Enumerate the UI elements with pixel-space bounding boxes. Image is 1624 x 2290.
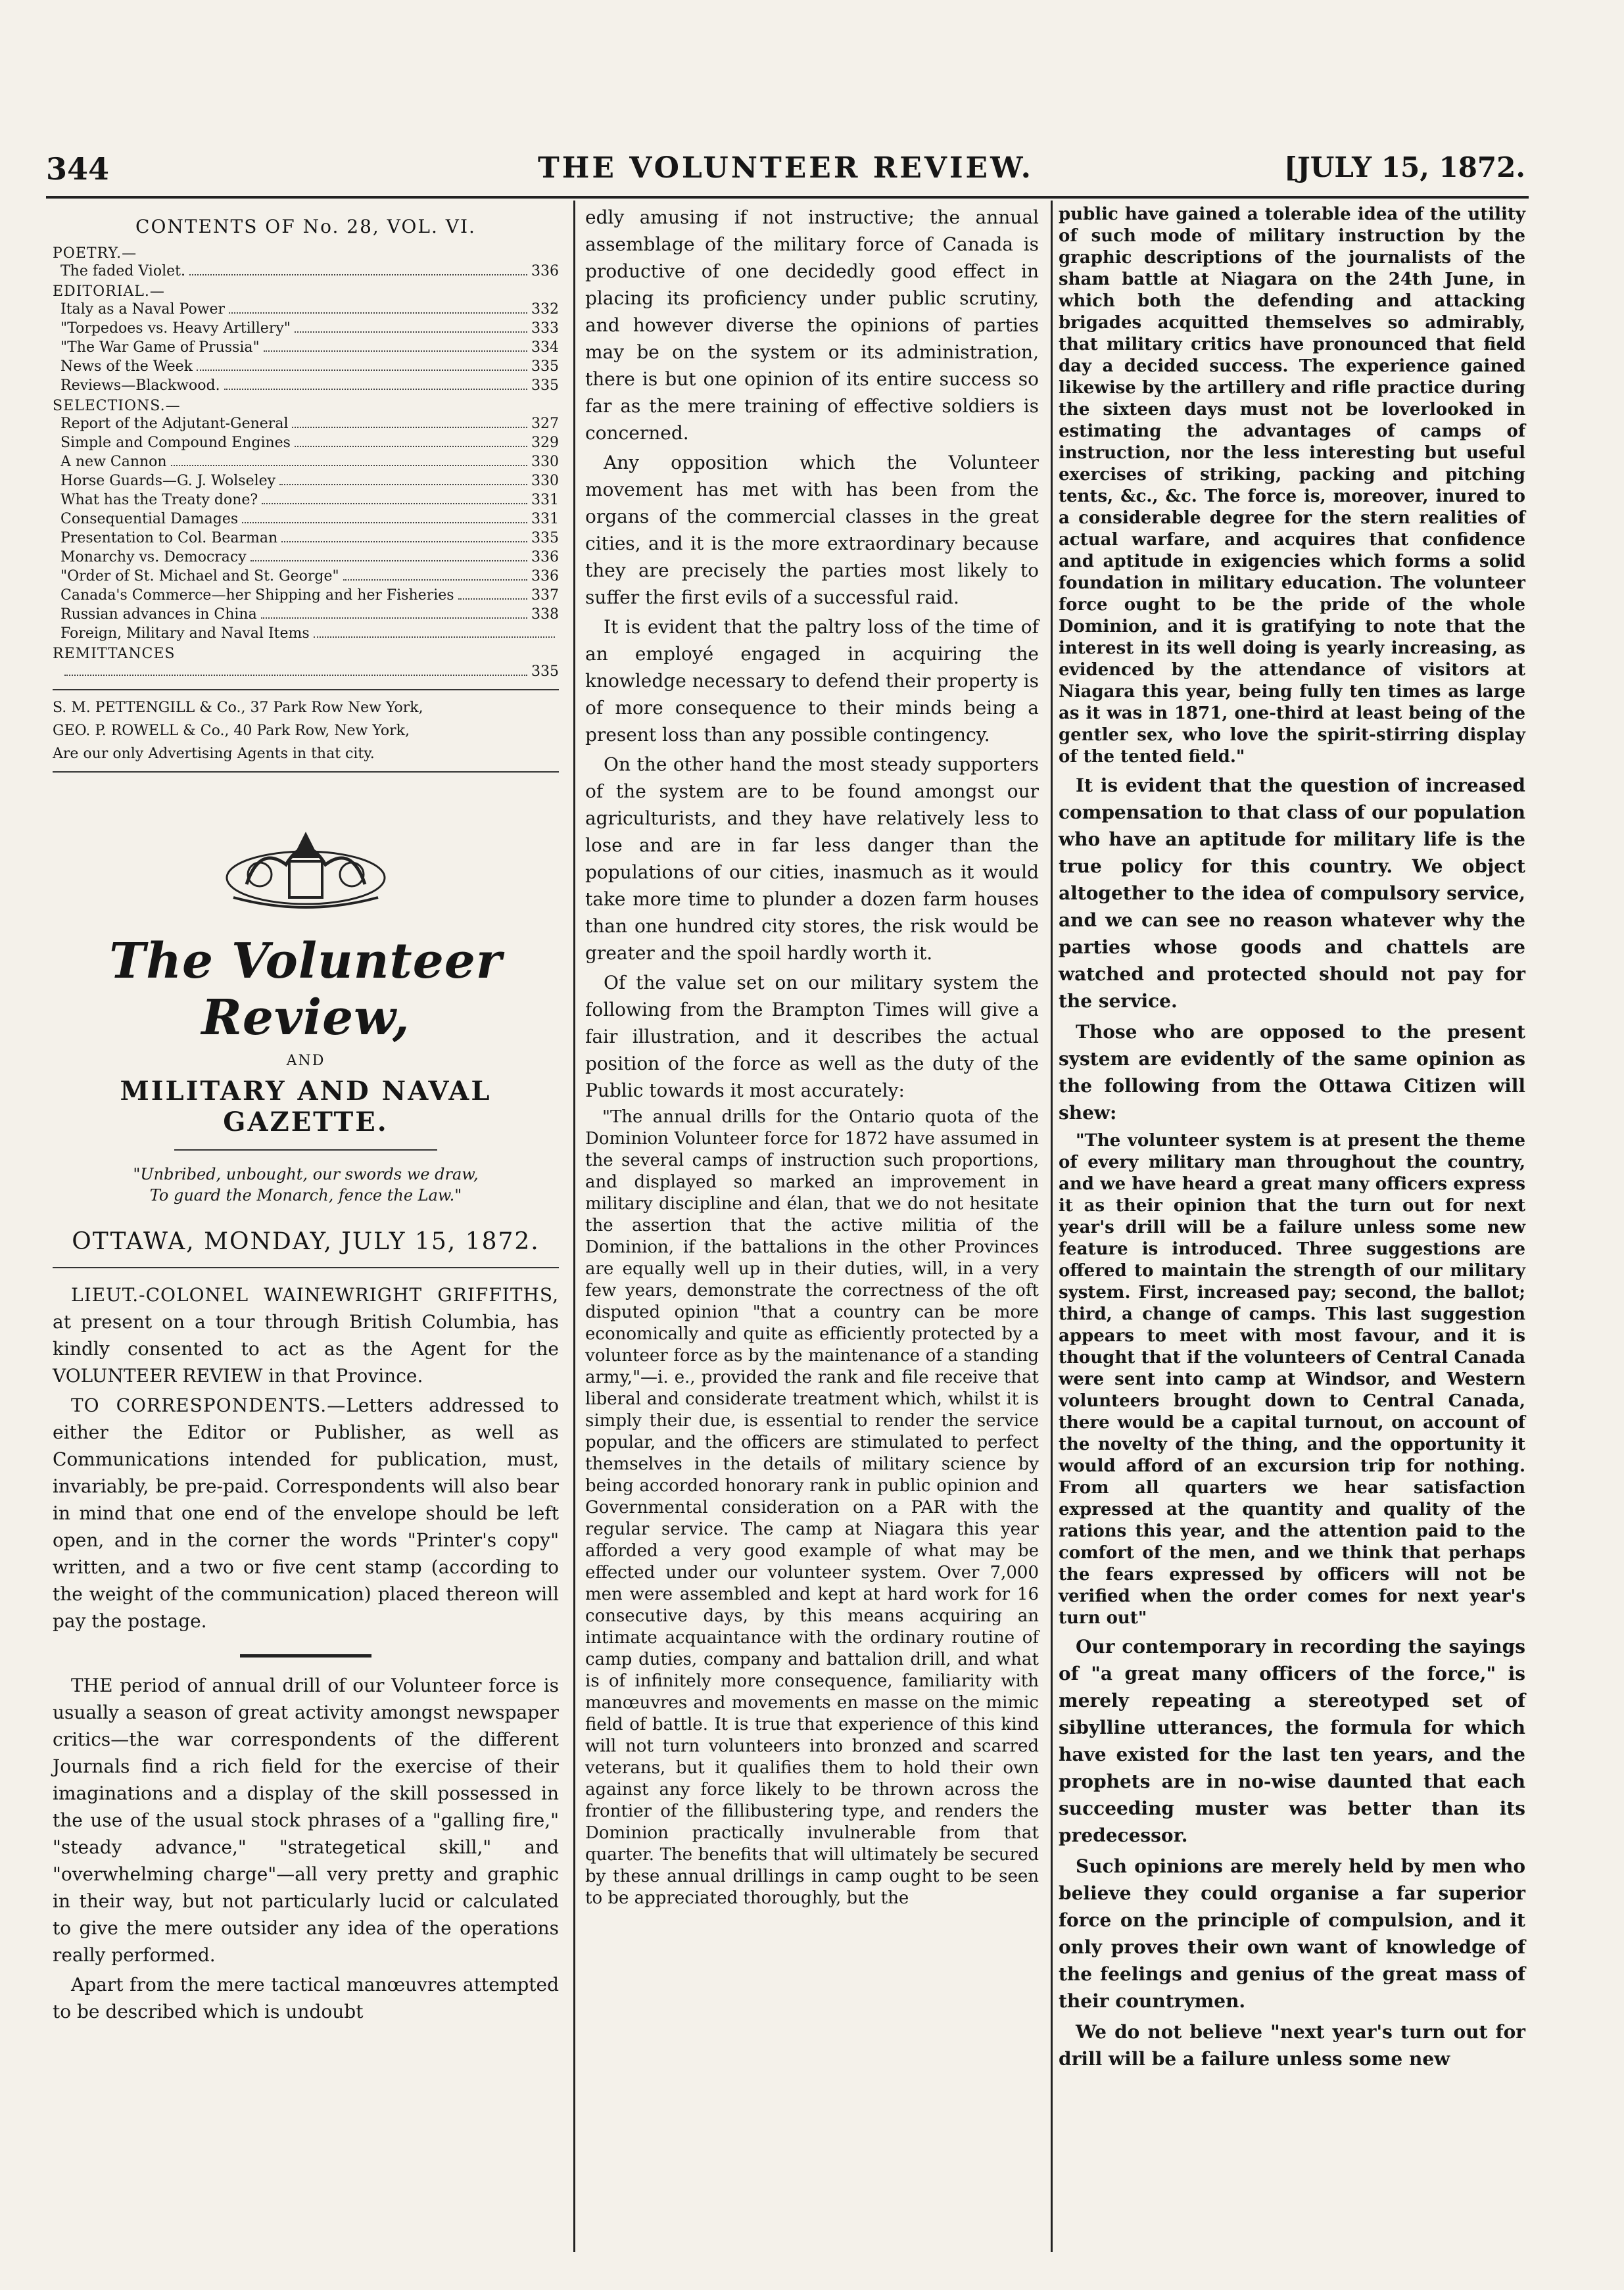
advertising-agents [53, 698, 559, 763]
agent-line: S. M. PETTENGILL & Co., 37 Park Row New York, [53, 700, 423, 716]
toc-entry-page: 336 [531, 549, 559, 565]
toc-leader-dots [264, 338, 527, 352]
divider [174, 1149, 437, 1151]
notice-body: at present on a tour through British Columbia, has kindly consented to act as the Agent for the VOLUNTEER REVIEW in that Province. [53, 1311, 559, 1387]
toc-entry-title: News of the Week [60, 358, 193, 375]
toc-entry-title: "Torpedoes vs. Heavy Artillery" [60, 320, 291, 337]
toc-leader-dots [279, 471, 527, 485]
toc-leader-dots [262, 490, 527, 504]
notice-lead: TO CORRESPONDENTS.— [71, 1395, 346, 1416]
column-3 [1059, 204, 1525, 2076]
toc-entry [53, 490, 559, 510]
running-title: THE VOLUNTEER REVIEW. [538, 151, 1034, 185]
toc-entry-page: 336 [531, 263, 559, 279]
toc-entry-title: Italy as a Naval Power [60, 301, 226, 318]
column-divider [573, 201, 575, 2252]
article-paragraph: We do not believe "next year's turn out for drill will be a failure unless some new [1059, 2021, 1525, 2070]
toc-entry-page: 329 [531, 435, 559, 451]
toc-entry-page: 332 [531, 301, 559, 318]
page-number: 344 [46, 151, 110, 187]
column-1 [53, 204, 559, 2028]
toc-entry [53, 414, 559, 433]
column-divider [1051, 201, 1053, 2252]
toc-entry [53, 510, 559, 529]
toc-entry-title: Reviews—Blackwood. [60, 377, 220, 394]
article-paragraph: It is evident that the paltry loss of the time of an employé engaged in acquiring the knowledge necessary to defend their property is of more consequence to their minds being a present loss than any possible contingency. [585, 616, 1039, 746]
toc-entry-page: 330 [531, 473, 559, 489]
toc-leader-dots [281, 529, 527, 542]
toc-section-label: SELECTIONS.— [53, 398, 181, 414]
quoted-article: "The annual drills for the Ontario quota of the Dominion Volunteer force for 1872 have assumed in the several camps of instruction such proportions, and displayed so marked an improvement in military discipline and élan, that we do not hesitate the assertion that the active militia of the Dominion, if the battalions in the other Provinces are equally well up in their duties, will, in a very few years, demonstrate the correctness of the oft disputed opinion "that a country can be more economically and quite as efficiently protected by a volunteer force as by the maintenance of a standing army,"—i. e., provided the rank and file receive that liberal and considerate treatment which, whilst it is simply their due, is essential to render the service popular, and the officers are stimulated to perfect themselves in the details of military science by being accorded honorary rank in public opinion and Governmental consideration on a PAR with the regular service. The camp at Niagara this year afforded a very good example of what may be effected under our volunteer system. Over 7,000 men were assembled and kept at hard work for 16 consecutive days, by this means acquiring an intimate acquaintance with the ordinary routine of camp duties, company and battalion drill, and what is of infinitely more consequence, familiarity with manœuvres and movements en masse on the mimic field of battle. It is true that experience of this kind will not turn volunteers into bronzed and scarred veterans, but it qualifies them to hold their own against any force likely to be thrown across the frontier of the fillibustering type, and renders the Dominion practically invulnerable from that quarter. The benefits that will ultimately be secured by these annual drillings in camp ought to be seen to be appreciated thoroughly, but the [585, 1107, 1039, 1908]
toc-leader-dots [189, 262, 527, 275]
article-paragraph: On the other hand the most steady supporters of the system are to be found amongst our agriculturists, and they have relatively less to lose and are in far less danger than the populations of our cities, inasmuch as it would take more time to plunder a dozen farm houses than one hundred city stores, the risk would be greater and the spoil hardly worth it. [585, 753, 1039, 964]
toc-entry-title: Consequential Damages [60, 511, 239, 527]
article-paragraph: Apart from the mere tactical manœuvres attempted to be described which is undoubt [53, 1974, 559, 2022]
toc-section-label: EDITORIAL.— [53, 283, 165, 300]
article-paragraph: Our contemporary in recording the sayings of "a great many officers of the force," is merely repeating a stereotyped set of sibylline utterances, the formula for which have existed for the last ten years, and the prophets are in no-wise daunted that each succeeding muster was better than its predecessor. [1059, 1636, 1525, 1846]
quoted-article: "The volunteer system is at present the theme of every military man throughout the country, and we have heard a great many officers express it as their opinion that the turn out for next year's drill will be a failure unless some new feature is introduced. Three suggestions are offered to maintain the strength of our military system. First, increased pay; second, the ballot; third, a change of camps. This last suggestion appears to meet with most favour, and it is thought that if the volunteers of Central Canada were sent into camp at Windsor, and Western volunteers brought down to Central Canada, there would be a capital turnout, on account of the novelty of the thing, and the opportunity it would afford of an excursion trip for nothing. From all quarters we hear satisfaction expressed at the quantity and quality of the rations this year, and the attention paid to the comfort of the men, and we think that perhaps the fears expressed by officers will not be verified when the order comes for next year's turn out" [1059, 1131, 1525, 1628]
toc-entry [53, 471, 559, 490]
divider [53, 771, 559, 773]
article-paragraph: edly amusing if not instructive; the annual assemblage of the military force of Canada is productive of one decidedly good effect in placing its proficiency under public scrutiny, and however diverse the opinions of parties may be on the system or its administration, there is but one opinion of its entire success so far as the mere training of effective soldiers is concerned. [585, 206, 1039, 444]
toc-entry [53, 376, 559, 395]
toc-leader-dots [295, 433, 527, 447]
toc-leader-dots [224, 376, 527, 390]
toc-entry [53, 319, 559, 338]
toc-entry [53, 567, 559, 586]
toc-entry [53, 300, 559, 319]
article-paragraph: Such opinions are merely held by men who believe they could organise a far superior force on the principle of compulsion, and it only proves their own want of knowledge of the feelings and genius of the great mass of their countrymen. [1059, 1855, 1525, 2012]
agent-line: Are our only Advertising Agents in that city. [53, 746, 375, 762]
header-rule [46, 196, 1529, 199]
toc-entry-page: 335 [531, 377, 559, 394]
toc-entry [53, 662, 559, 681]
notice-lead: LIEUT.-COLONEL WAINEWRIGHT GRIFFITHS, [71, 1284, 559, 1306]
toc-entry-title: Report of the Adjutant-General [60, 416, 289, 432]
toc-leader-dots [458, 586, 527, 600]
toc-entry-page: 331 [531, 511, 559, 527]
toc-leader-dots [251, 548, 527, 561]
agent-line: GEO. P. ROWELL & Co., 40 Park Row, New York, [53, 723, 410, 739]
motto-line: "Unbribed, unbought, our swords we draw, [133, 1165, 479, 1183]
table-of-contents [53, 245, 559, 681]
toc-entry [53, 262, 559, 281]
toc-entry-page: 331 [531, 492, 559, 508]
masthead-title: The Volunteer Review, [109, 933, 502, 1046]
article-paragraph: It is evident that the question of increased compensation to that class of our population who have an aptitude for military life is the true policy for this country. We object altogether to the idea of compulsory service, and we can see no reason whatever why the parties whose goods and chattels are watched and protected should not pay for the service. [1059, 775, 1525, 1012]
divider [240, 1654, 371, 1658]
notice-correspondents [53, 1392, 559, 1634]
toc-section-label: REMITTANCES [53, 646, 176, 662]
toc-entry-page: 335 [531, 663, 559, 680]
toc-leader-dots [229, 300, 527, 314]
toc-entry-page: 335 [531, 530, 559, 546]
toc-entry [53, 338, 559, 357]
toc-leader-dots [343, 567, 527, 581]
article-paragraph: Any opposition which the Volunteer movement has met with has been from the organs of the commercial classes in the great cities, and it is the more extraordinary because they are precisely the parties most likely to suffer the first evils of a successful raid. [585, 452, 1039, 608]
toc-entry-page: 327 [531, 416, 559, 432]
toc-entry [53, 452, 559, 471]
masthead-subtitle: MILITARY AND NAVAL GAZETTE. [120, 1076, 492, 1137]
royal-arms-ornament [207, 819, 404, 917]
toc-entry-title: The faded Violet. [60, 263, 185, 279]
toc-entry-page: 337 [531, 587, 559, 604]
column-2 [585, 204, 1039, 1913]
toc-entry-title: Presentation to Col. Bearman [60, 530, 278, 546]
notice-body: Letters addressed to either the Editor or Publisher, as well as Communications intended for publication, must, invariably, be pre-paid. Correspondents will also bear in mind that one end of the envelope should be left open, and in the corner the words "Printer's copy" written, and a two or five cent stamp (according to the weight of the communication) placed thereon will pay the postage. [53, 1395, 559, 1632]
toc-leader-dots [242, 510, 527, 523]
toc-entry [53, 357, 559, 376]
toc-entry [53, 586, 559, 605]
toc-leader-dots [295, 319, 527, 333]
toc-leader-dots [197, 357, 527, 371]
toc-entry [53, 548, 559, 567]
toc-entry-title: Russian advances in China [60, 606, 257, 623]
article-paragraph: THE period of annual drill of our Volunteer force is usually a season of great activity amongst newspaper critics—the war correspondents of the different Journals find a rich field for the exercise of their imaginations and a display of the skill possessed in the use of the usual stock phrases of a "galling fire," "steady advance," "strategetical skill," and "overwhelming charge"—all very pretty and graphic in their way, but not particularly lucid or calculated to give the mere outsider any idea of the operations really performed. [53, 1675, 559, 1966]
toc-entry-title: What has the Treaty done? [60, 492, 258, 508]
toc-entry-title: "The War Game of Prussia" [60, 339, 260, 356]
toc-section-label: POETRY.— [53, 245, 137, 262]
motto [72, 1164, 539, 1206]
toc-entry-title: Monarchy vs. Democracy [60, 549, 247, 565]
toc-entry [53, 624, 559, 643]
toc-entry-title: A new Cannon [60, 454, 167, 470]
toc-entry-page: 338 [531, 606, 559, 623]
toc-entry-page: 330 [531, 454, 559, 470]
toc-leader-dots [171, 452, 527, 466]
toc-entry-title: "Order of St. Michael and St. George" [60, 568, 339, 584]
contents-title: CONTENTS OF No. 28, VOL. VI. [135, 216, 476, 237]
toc-entry-page: 333 [531, 320, 559, 337]
toc-entry-title: Foreign, Military and Naval Items [60, 625, 310, 642]
toc-entry-title: Horse Guards—G. J. Wolseley [60, 473, 276, 489]
toc-leader-dots [292, 414, 527, 428]
toc-entry-title: Simple and Compound Engines [60, 435, 291, 451]
dateline: OTTAWA, MONDAY, JULY 15, 1872. [53, 1228, 559, 1268]
article-paragraph: Of the value set on our military system the following from the Brampton Times will give a fair illustration, and it describes the actual position of the force as well as the duty of the Public towards it most accurately: [585, 972, 1039, 1101]
divider [53, 689, 559, 690]
issue-date: [JULY 15, 1872. [1283, 151, 1525, 183]
toc-entry-page: 336 [531, 568, 559, 584]
quoted-article-continued: public have gained a tolerable idea of the utility of such mode of military instruction by the graphic descriptions of the journalists of the sham battle at Niagara on the 24th June, in which both the defending and attacking brigades acquitted themselves so admirably, that military critics have pronounced that field day a decided success. The experience gained likewise by the artillery and rifle practice during the sixteen days must not be loverlooked in estimating the advantages of camps of instruction, nor the less interesting but useful exercises of striking, packing and pitching tents, &c., &c. The force is, moreover, inured to a considerable degree for the stern realities of actual warfare, and acquires that confidence and aptitude in exigencies which forms a solid foundation in military education. The volunteer force ought to be the pride of the whole Dominion, and it is gratifying to note that the interest in its well doing is yearly increasing, as evidenced by the attendance of visitors at Niagara this year, being fully ten times as large as it was in 1871, one-third at least being of the gentler sex, who love the spirit-stirring display of the tented field." [1059, 204, 1525, 767]
page-header [46, 151, 1525, 197]
toc-entry-title: Canada's Commerce—her Shipping and her Fisheries [60, 587, 454, 604]
motto-line: To guard the Monarch, fence the Law." [149, 1186, 462, 1205]
toc-leader-dots [314, 624, 555, 638]
toc-leader-dots [64, 662, 527, 676]
toc-entry [53, 529, 559, 548]
toc-leader-dots [261, 605, 527, 619]
toc-entry [53, 605, 559, 624]
article-paragraph: Those who are opposed to the present system are evidently of the same opinion as the following from the Ottawa Citizen will shew: [1059, 1021, 1525, 1124]
toc-entry-page: 334 [531, 339, 559, 356]
toc-entry-page: 335 [531, 358, 559, 375]
toc-entry [53, 433, 559, 452]
masthead-and: AND [286, 1053, 325, 1069]
notice-griffiths [53, 1281, 559, 1389]
